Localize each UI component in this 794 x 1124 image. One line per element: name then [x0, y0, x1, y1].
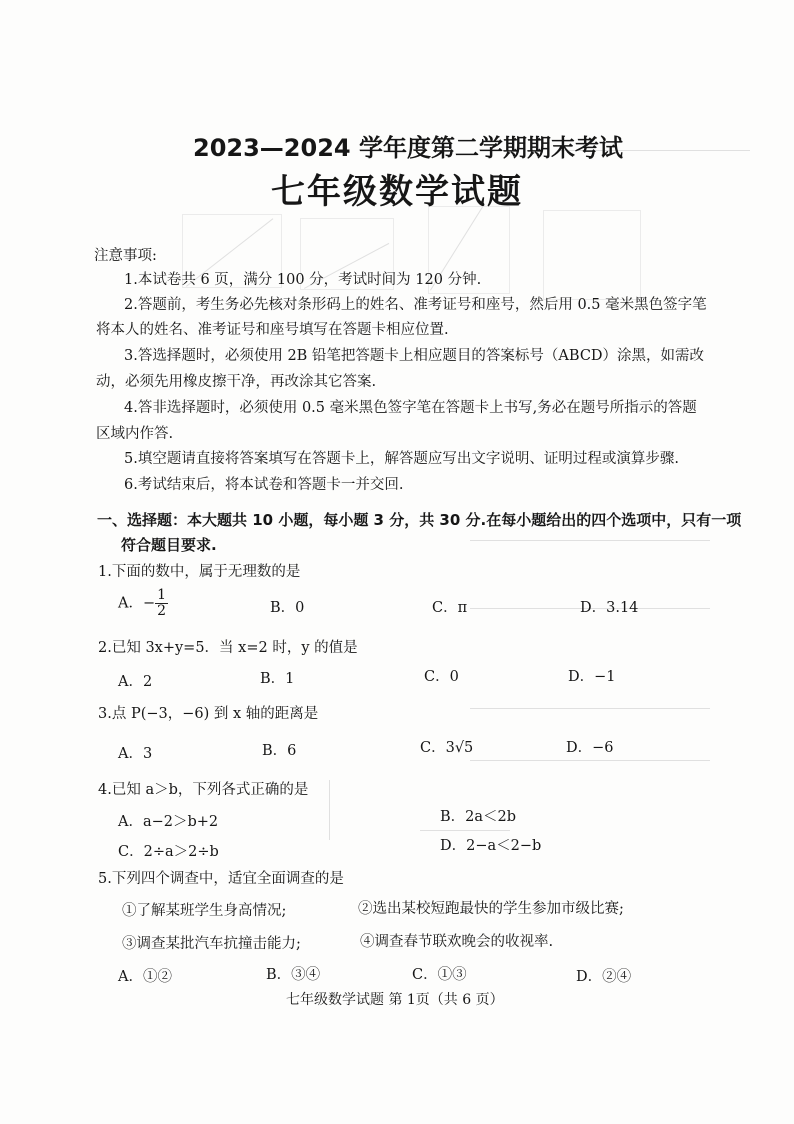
question-3-option-b: B．6	[262, 743, 297, 759]
question-1-option-b: B．0	[270, 600, 305, 616]
note-item-2b: 将本人的姓名、准考证号和座号填写在答题卡相应位置.	[96, 322, 449, 338]
section-heading-line1: 一、选择题：本大题共 10 小题，每小题 3 分，共 30 分.在每小题给出的四个选项中，只有一项	[97, 511, 742, 529]
question-3-option-c: C．3√5	[420, 740, 474, 756]
fraction-numerator: 1	[157, 587, 167, 603]
question-5-option-c: C．①③	[412, 967, 467, 983]
exam-title-line1: 2023—2024 学年度第二学期期末考试	[193, 134, 623, 162]
note-item-1: 1.本试卷共 6 页，满分 100 分，考试时间为 120 分钟.	[124, 272, 482, 288]
fraction-one-half	[155, 588, 168, 619]
question-3-stem: 3.点 P(−3，−6) 到 x 轴的距离是	[98, 706, 319, 722]
note-item-5: 5.填空题请直接将答案填写在答题卡上，解答题应写出文字说明、证明过程或演算步骤.	[124, 451, 679, 467]
notes-heading: 注意事项:	[94, 248, 157, 264]
question-2-option-c: C．0	[424, 669, 459, 685]
note-item-4b: 区域内作答.	[96, 426, 174, 442]
question-5-statement-4: ④调查春节联欢晚会的收视率.	[360, 934, 554, 950]
question-1-option-c: C．π	[432, 600, 468, 616]
option-a-label: A．−	[118, 595, 156, 612]
question-2-option-a: A．2	[118, 674, 153, 690]
note-item-4a: 4.答非选择题时，必须使用 0.5 毫米黑色签字笔在答题卡上书写,务必在题号所指示的答题	[124, 400, 697, 416]
question-4-stem: 4.已知 a＞b，下列各式正确的是	[98, 782, 309, 798]
fraction-denominator: 2	[157, 603, 167, 619]
question-2-option-b: B．1	[260, 671, 295, 687]
question-5-statement-1: ①了解某班学生身高情况;	[122, 903, 287, 919]
note-item-2a: 2.答题前，考生务必先核对条形码上的姓名、准考证号和座号，然后用 0.5 毫米黑色签字笔	[124, 297, 707, 313]
question-3-option-a: A．3	[118, 746, 153, 762]
question-5-option-d: D．②④	[576, 969, 632, 985]
question-4-option-a: A．a−2＞b+2	[118, 814, 219, 830]
question-4-option-c: C．2÷a＞2÷b	[118, 844, 219, 860]
question-4-option-b: B．2a＜2b	[440, 809, 517, 825]
question-5-statement-2: ②选出某校短跑最快的学生参加市级比赛;	[358, 901, 624, 917]
question-5-stem: 5.下列四个调查中，适宜全面调查的是	[98, 871, 344, 887]
question-5-statement-3: ③调查某批汽车抗撞击能力;	[122, 936, 301, 952]
section-heading-line2: 符合题目要求.	[121, 536, 217, 554]
question-1-option-a	[118, 588, 168, 619]
question-1-stem: 1.下面的数中，属于无理数的是	[98, 564, 301, 580]
question-3-option-d: D．−6	[566, 740, 614, 756]
question-5-option-a: A．①②	[118, 969, 172, 985]
note-item-6: 6.考试结束后，将本试卷和答题卡一并交回.	[124, 477, 404, 493]
question-1-option-d: D．3.14	[580, 600, 639, 616]
question-2-stem: 2.已知 3x+y=5．当 x=2 时，y 的值是	[98, 640, 358, 656]
page-footer: 七年级数学试题 第 1页（共 6 页）	[286, 992, 504, 1008]
note-item-3b: 动，必须先用橡皮擦干净，再改涂其它答案.	[96, 374, 377, 390]
question-2-option-d: D．−1	[568, 669, 616, 685]
question-4-option-d: D．2−a＜2−b	[440, 838, 542, 854]
question-5-option-b: B．③④	[266, 967, 321, 983]
exam-title-line2: 七年级数学试题	[271, 172, 523, 212]
note-item-3a: 3.答选择题时，必须使用 2B 铅笔把答题卡上相应题目的答案标号（ABCD）涂黑，如需改	[124, 348, 705, 364]
